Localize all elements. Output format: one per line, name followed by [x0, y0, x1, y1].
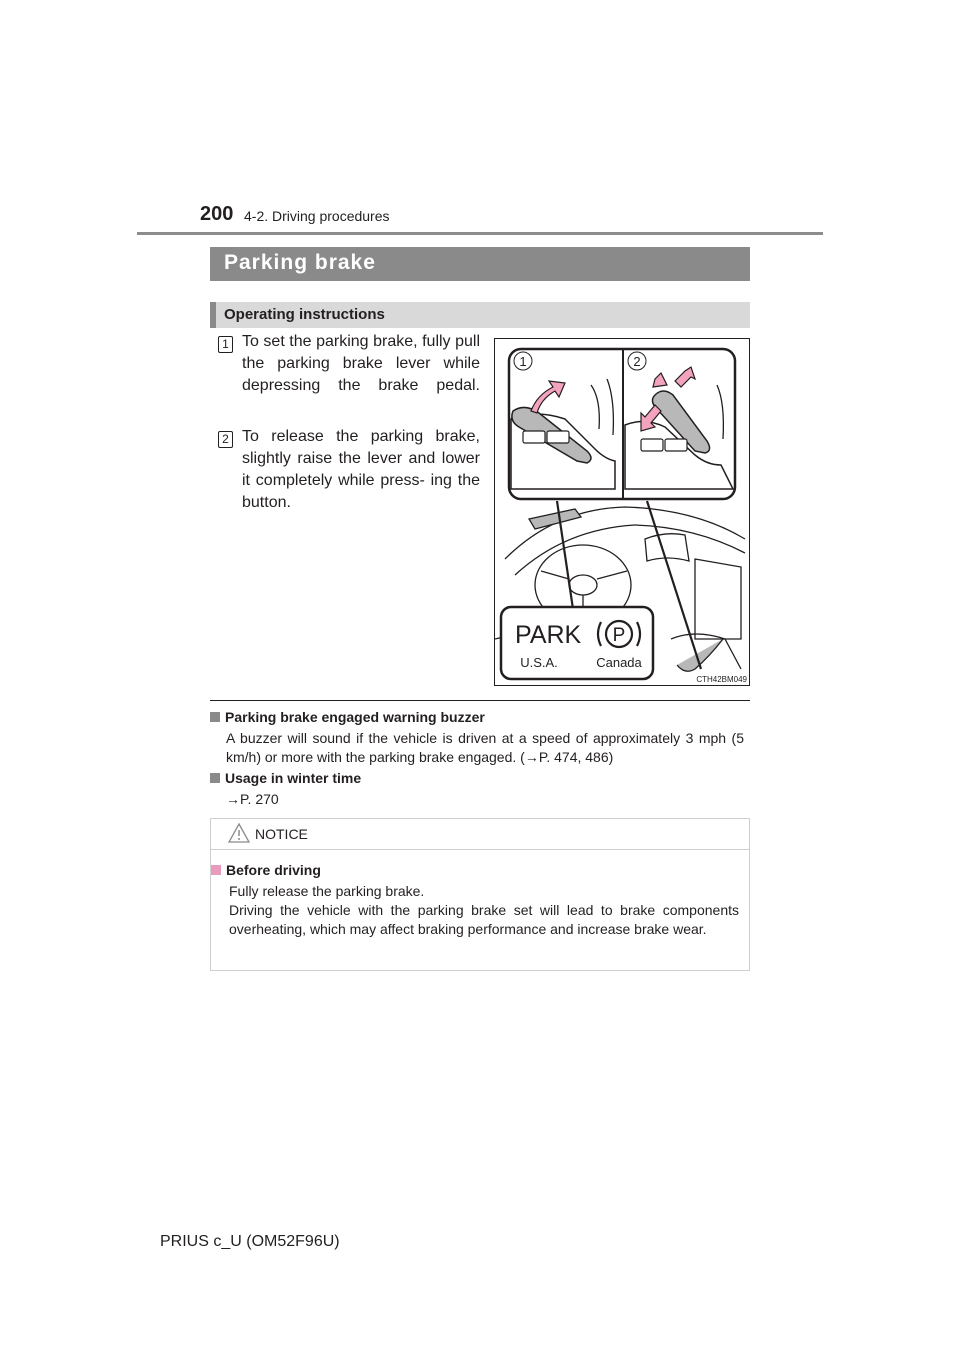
- notice-box: [210, 818, 750, 971]
- notice-heading: Before driving: [211, 862, 321, 878]
- leader-line-lever: [647, 501, 701, 669]
- info-body-buzzer: A buzzer will sound if the vehicle is driven at a speed of approximately 3 mph (5 km/h) or more with the parking brake engaged. (→P. 474, 486): [226, 730, 744, 765]
- section-label: 4-2. Driving procedures: [244, 208, 390, 224]
- label-usa: U.S.A.: [520, 655, 558, 670]
- illustration-drawing: [495, 339, 750, 686]
- notice-header: [211, 819, 749, 850]
- warning-triangle-icon: [228, 823, 250, 843]
- notice-line-2: Driving the vehicle with the parking brake set will lead to brake components overheating, which may affect braking performance and increase brake wear.: [229, 902, 739, 937]
- footer-model: PRIUS c_U (OM52F96U): [160, 1233, 340, 1250]
- info-body-winter: →P. 270: [226, 791, 279, 807]
- parking-brake-illustration: [494, 338, 750, 686]
- step-2-text: To release the parking brake, slightly raise the lever and lower it completely while press- ing the button.: [242, 428, 480, 511]
- subheading-accent: [210, 302, 216, 328]
- step-2-badge: 2: [218, 431, 233, 448]
- square-bullet-icon: [211, 865, 221, 875]
- info-divider: [210, 700, 750, 701]
- callout-2: 2: [633, 354, 641, 369]
- notice-label: NOTICE: [255, 826, 308, 842]
- notice-line-1: Fully release the parking brake.: [229, 883, 425, 899]
- subheading-bar: [210, 302, 750, 328]
- info-heading-buzzer: Parking brake engaged warning buzzer: [210, 709, 485, 725]
- figure-code: CTH42BM049: [696, 675, 747, 684]
- square-bullet-icon: [210, 712, 220, 722]
- subheading: Operating instructions: [224, 306, 385, 323]
- page-title-bar: [210, 247, 750, 281]
- park-indicator: PARK: [515, 621, 582, 649]
- info-heading-winter: Usage in winter time: [210, 770, 361, 786]
- page-number: 200: [200, 203, 234, 225]
- page-title: Parking brake: [224, 251, 376, 274]
- square-bullet-icon: [210, 773, 220, 783]
- label-canada: Canada: [596, 655, 642, 670]
- step-1-text: To set the parking brake, fully pull the parking brake lever while depressing the brake pedal.: [242, 333, 480, 394]
- callout-1: 1: [519, 354, 527, 369]
- step-1-badge: 1: [218, 336, 233, 353]
- p-indicator-letter: P: [612, 625, 626, 646]
- header-rule: [137, 232, 823, 235]
